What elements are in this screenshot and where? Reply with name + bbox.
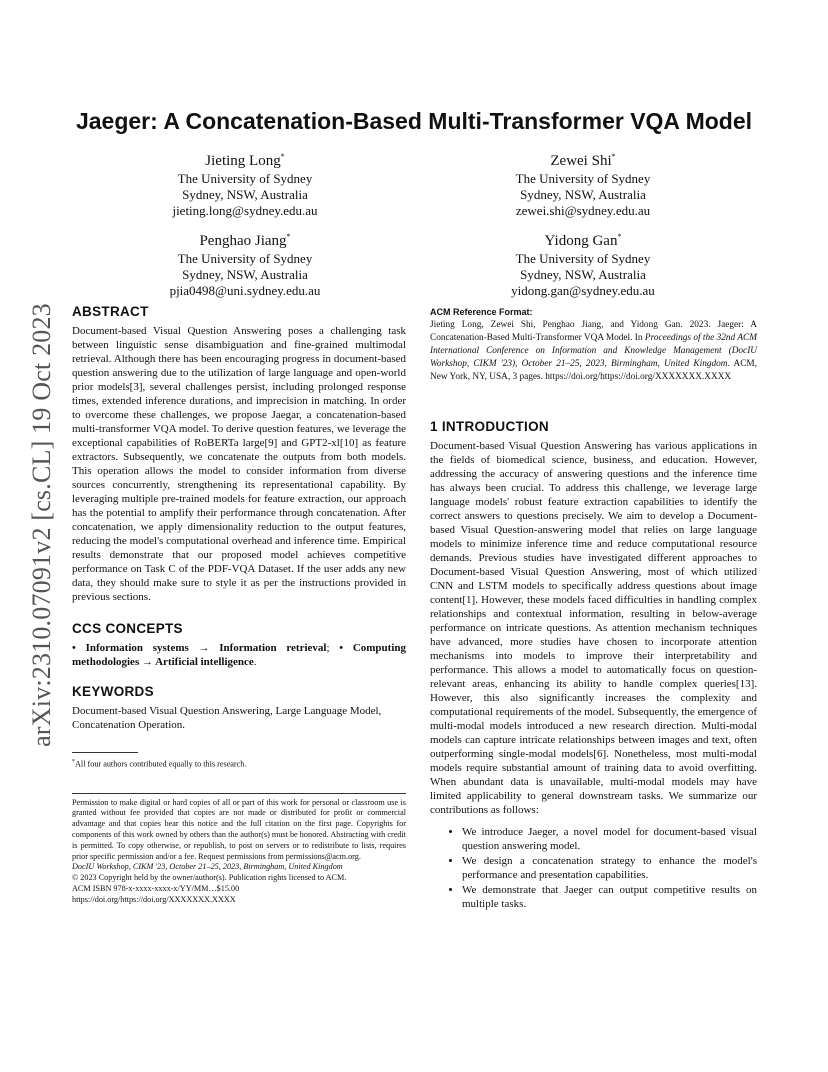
author-email: jieting.long@sydney.edu.au: [172, 203, 318, 218]
permission-rule: [72, 793, 406, 794]
author-block-3: [95, 227, 395, 299]
footnote-mark: *: [72, 759, 75, 765]
author-block-2: [433, 147, 733, 219]
author-email: zewei.shi@sydney.edu.au: [515, 203, 651, 218]
author-location: Sydney, NSW, Australia: [182, 267, 308, 282]
footnote: [72, 757, 406, 771]
author-name: Jieting Long: [205, 153, 281, 169]
list-item: • We introduce Jaeger, a novel model for document-based visual question answering model.: [462, 825, 757, 853]
ccs-concept-2: • Computing methodologies → Artificial intelligence: [72, 642, 406, 668]
ccs-separator: ;: [326, 642, 340, 654]
right-column: [430, 306, 757, 912]
abstract-heading: ABSTRACT: [72, 304, 149, 319]
author-affiliation: The University of Sydney: [177, 251, 313, 266]
equal-contribution-mark: *: [611, 152, 616, 161]
equal-contribution-mark: *: [286, 232, 291, 241]
footnote-rule: [72, 752, 138, 753]
ccs-end: .: [253, 656, 257, 668]
doi-line: https://doi.org/https://doi.org/XXXXXXX.XXXX: [72, 894, 236, 904]
author-affiliation: The University of Sydney: [515, 171, 651, 186]
author-name: Penghao Jiang: [199, 233, 287, 249]
keywords-heading: KEYWORDS: [72, 684, 154, 699]
venue-line: DocIU Workshop, CIKM '23, October 21–25, 2023, Birmingham, United Kingdom: [72, 862, 343, 872]
keywords-text: Document-based Visual Question Answering, Large Language Model, Concatenation Operation.: [72, 705, 382, 731]
author-block-4: [433, 227, 733, 299]
equal-contribution-mark: *: [617, 232, 622, 241]
list-item: • We demonstrate that Jaeger can output competitive results on multiple tasks.: [462, 883, 757, 911]
copyright-line: © 2023 Copyright held by the owner/author(s). Publication rights licensed to ACM.: [72, 873, 347, 883]
reference-authors: Jieting Long, Zewei Shi, Penghao Jiang, and Yidong Gan. 2023. Jaeger: A Concatenation-Based Multi-Transformer VQA Model. In: [430, 320, 757, 343]
author-block-1: [95, 147, 395, 219]
list-item: • We design a concatenation strategy to enhance the model's performance and presentation capabilities.: [462, 854, 757, 882]
author-email: pjia0498@uni.sydney.edu.au: [169, 283, 321, 298]
abstract-text: Document-based Visual Question Answering poses a challenging task between linguistic sense disambiguation and fine-grained multimodal retrieval. Although there has been encouraging progress in document-based question answering due to the utilization of large language and open-world prior models[3], several challenges persist, including prolonged response times, extended inference durations, and imprecision in matching. In order to overcome these challenges, we propose Jaegar, a concatenation-based multi-transformer VQA model. To derive question features, we leverage the exceptional capabilities of RoBERTa large[9] and GPT2-xl[10] as feature extractors. Subsequently, we concatenate the outputs from both models. This operation allows the model to consider information from diverse sources concurrently, strengthening its representational capability. By leveraging multiple pre-trained models for feature extraction, our approach has the potential to amplify their performance through concatenation. After concatenation, we apply dimensionality reduction to the output features, reducing the model's computational overhead and inference time. Empirical results demonstrate that our proposed model achieves competitive performance on Task C of the PDF-VQA Dataset. If the user adds any new data, they should make sure to style it as per the instructions provided in previous sections.: [72, 325, 406, 603]
ccs-concept-1: • Information systems → Information retrieval: [72, 642, 327, 654]
author-affiliation: The University of Sydney: [515, 251, 651, 266]
reference-proceedings: Proceedings of the 32nd ACM International Conference on Information and Knowledge Management (DocIU Workshop, CIKM '23), October 21–25, 2023, Birmingham, United Kingdom: [430, 333, 757, 369]
left-column: [72, 303, 406, 906]
author-affiliation: The University of Sydney: [177, 171, 313, 186]
introduction-text: Document-based Visual Question Answering has various applications in the fields of biomedical science, business, and education. However, addressing the accuracy of answering questions and the inference time has always been crucial. To address this challenge, we leverage large language models' robust feature extraction capabilities to identify the correct answers to questions precisely. We aim to develop a Document-based Visual Question-answering model that relies on large language models to minimize inference time and reduce computational resource demands. Previous studies have investigated different approaches to Document-based Visual Question Answering, most of which utilized CNN and LSTM models to specifically address questions about image content[1]. However, these models faced difficulties in handling complex relationships and contextual information, resulting in below-average performance on intricate questions. As attention mechanism techniques have advanced, more studies have chosen to incorporate attention mechanisms into models to improve their interpretability and performance. This allows a model to automatically focus on question-relevant areas, enhancing its ability to handle complex queries[13]. However, this also significantly increases the complexity and computational requirements of the model. Subsequently, the emergence of multi-modal models introduced a new research direction. Multi-modal models can capture intricate relationships between images and text, often outperforming single-modal models[6]. Nonetheless, most multi-modal models require substantial amount of training data to avoid overfitting. When abundant data is unavailable, multi-modal models may have limited applicability to general downstream tasks. We summarize our contributions as follows:: [430, 440, 757, 816]
author-location: Sydney, NSW, Australia: [182, 187, 308, 202]
author-email: yidong.gan@sydney.edu.au: [511, 283, 655, 298]
arxiv-watermark: arXiv:2310.07091v2 [cs.CL] 19 Oct 2023: [27, 303, 56, 747]
author-location: Sydney, NSW, Australia: [520, 187, 646, 202]
author-name: Zewei Shi: [550, 153, 612, 169]
author-name: Yidong Gan: [544, 233, 618, 249]
paper-title: Jaeger: A Concatenation-Based Multi-Transformer VQA Model: [75, 108, 753, 134]
permission-notice: Permission to make digital or hard copies of all or part of this work for personal or classroom use is granted without fee provided that copies are not made or distributed for profit or commercial advantage and that copies bear this notice and the full citation on the first page. Copyrights for components of this work owned by others than the author(s) must be honored. Abstracting with credit is permitted. To copy otherwise, or republish, to post on servers or to redistribute to lists, requires prior specific permission and/or a fee. Request permissions from permissions@acm.org.: [72, 797, 406, 861]
equal-contribution-mark: *: [280, 152, 285, 161]
ccs-concepts: [72, 641, 406, 669]
reference-tail: . ACM, New York, NY, USA, 3 pages. https://doi.org/https://doi.org/XXXXXXX.XXXX: [430, 359, 757, 382]
introduction-heading: 1 INTRODUCTION: [430, 419, 549, 434]
ccs-heading: CCS CONCEPTS: [72, 621, 183, 636]
reference-format-text: [430, 319, 757, 384]
isbn-line: ACM ISBN 978-x-xxxx-xxxx-x/YY/MM…$15.00: [72, 883, 240, 893]
contributions-list: [430, 825, 757, 911]
footnote-text: All four authors contributed equally to this research.: [75, 759, 247, 769]
reference-format-heading: ACM Reference Format:: [430, 307, 533, 317]
author-location: Sydney, NSW, Australia: [520, 267, 646, 282]
